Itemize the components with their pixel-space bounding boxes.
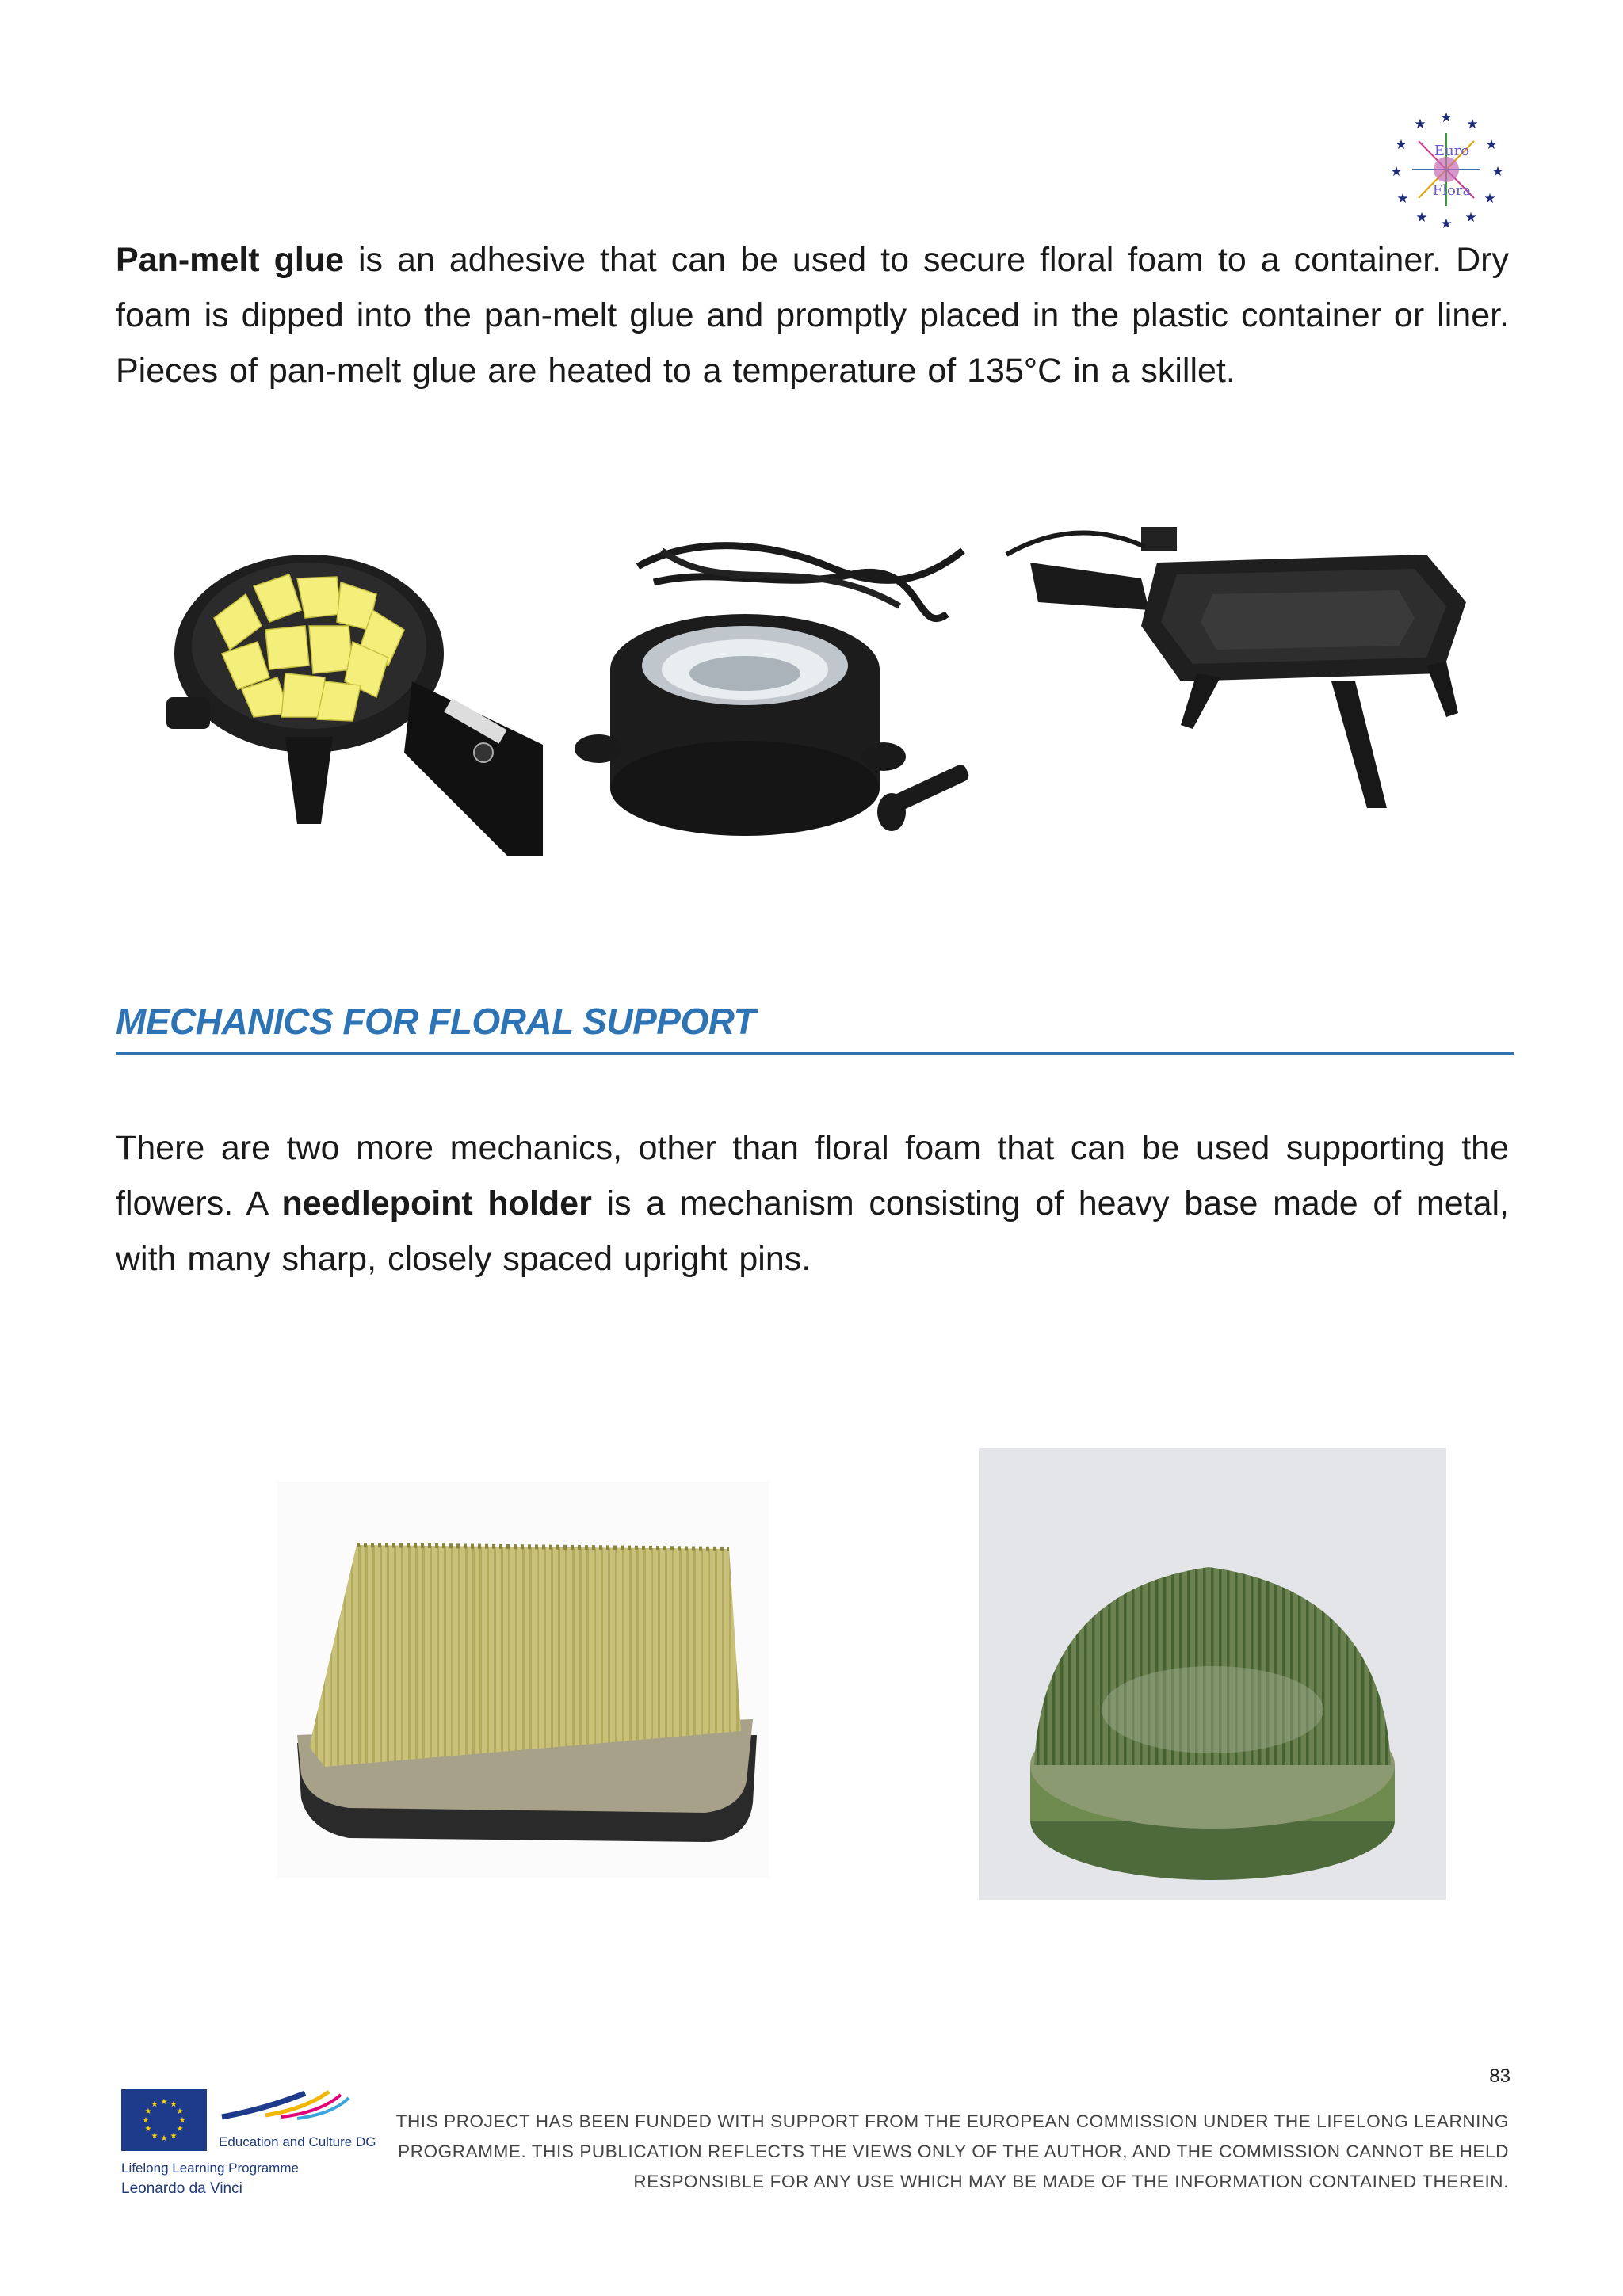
intro-text: is an adhesive that can be used to secure floral foam to a container. Dry foam is dipped into the pan-melt glue and promptly placed in the plastic container or liner. Pieces of pan-melt glue are heated to a temperature of 135°C in a skillet. [116,241,1510,390]
section-heading: MECHANICS FOR FLORAL SUPPORT [116,1001,756,1042]
svg-text:★: ★ [1440,216,1453,230]
svg-text:★: ★ [151,2132,158,2141]
svg-text:★: ★ [1485,137,1498,153]
svg-text:★: ★ [1415,210,1428,226]
education-culture-logo [218,2085,361,2141]
svg-text:★: ★ [178,2116,186,2125]
logo-text-flora: Flora [1432,182,1472,199]
section-text-after: is a mechanism consisting of heavy base made of metal, with many sharp, closely spaced upright pins. [116,1184,1509,1278]
rectangular-needlepoint-holder-image [277,1482,769,1878]
svg-text:★: ★ [176,2107,184,2116]
svg-text:★: ★ [151,2100,158,2109]
svg-text:★: ★ [142,2116,150,2125]
svg-text:★: ★ [170,2100,178,2109]
electric-skillet-image [983,515,1474,816]
svg-text:★: ★ [1440,110,1453,126]
svg-text:★: ★ [160,2098,168,2107]
footer-disclaimer [349,2107,1509,2197]
eu-flag-logo [121,2089,207,2151]
glue-pot-image [151,515,543,856]
education-culture-label: Education and Culture DG [219,2134,376,2149]
svg-text:★: ★ [1466,116,1479,132]
disclaimer-line-1: THIS PROJECT HAS BEEN FUNDED WITH SUPPORT FROM THE EUROPEAN COMMISSION UNDER THE LIFELONG LEARNING [395,2111,1509,2131]
intro-bold-term: Pan-melt glue [116,241,344,279]
disclaimer-line-3: RESPONSIBLE FOR ANY USE WHICH MAY BE MADE OF THE INFORMATION CONTAINED THEREIN. [633,2172,1509,2191]
section-bold-term: needlepoint holder [281,1184,592,1222]
section-paragraph [116,1120,1509,1287]
svg-text:★: ★ [1414,116,1426,132]
svg-text:★: ★ [160,2134,168,2143]
svg-text:★: ★ [170,2132,178,2141]
section-text-before: There are two more mechanics, other than floral foam that can be used supporting the flowers. A [116,1129,1509,1222]
round-needlepoint-holder-image [979,1448,1446,1900]
svg-text:★: ★ [1395,137,1407,153]
euroflora-logo [1387,109,1506,230]
svg-text:★: ★ [1491,164,1504,180]
intro-paragraph [116,232,1509,399]
svg-text:★: ★ [144,2125,152,2134]
svg-text:★: ★ [1465,210,1477,226]
svg-text:★: ★ [1390,164,1403,180]
svg-text:★: ★ [144,2107,152,2116]
disclaimer-line-2: PROGRAMME. THIS PUBLICATION REFLECTS THE VIEWS ONLY OF THE AUTHOR, AND THE COMMISSION CANNOT BE HELD [398,2142,1509,2161]
leonardo-label: Leonardo da Vinci [121,2180,242,2197]
svg-text:★: ★ [176,2125,184,2134]
round-glue-pot-image [567,519,987,852]
logo-text-euro: Euro [1434,143,1470,159]
llp-label: Lifelong Learning Programme [121,2161,299,2176]
heading-underline [116,1052,1514,1055]
svg-text:★: ★ [1484,191,1496,207]
page-number: 83 [1489,2065,1510,2087]
svg-text:★: ★ [1396,191,1409,207]
